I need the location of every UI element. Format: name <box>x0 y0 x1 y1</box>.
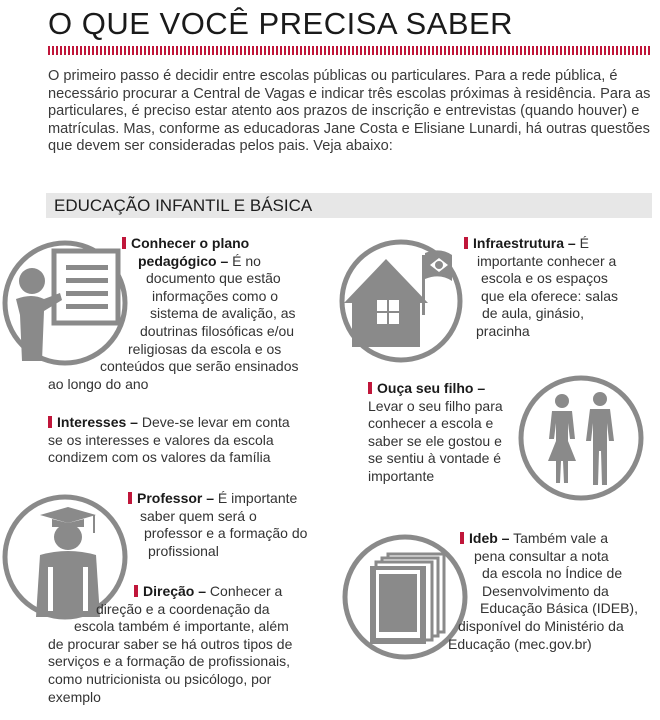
item-text: Também vale a <box>509 530 609 546</box>
title-rule <box>48 46 652 55</box>
bullet-marker <box>368 382 372 394</box>
item-ouca-seu-filho: Ouça seu filho – Levar o seu filho para conhecer a escola e saber se ele gostou e se sentiu à vontade é importante <box>368 380 503 484</box>
item-text: É importante <box>214 490 298 506</box>
bullet-marker <box>48 416 52 428</box>
page-title: O QUE VOCÊ PRECISA SABER <box>48 6 514 41</box>
item-heading: Interesses – <box>57 414 138 430</box>
item-ideb: Ideb – Também vale a pena consultar a nota da escola no Índice de Desenvolvimento da Educação Básica (IDEB), disponível do Ministério da Educação (mec.gov.br) <box>448 530 638 652</box>
item-heading: Ideb – <box>469 530 510 546</box>
bullet-marker <box>460 532 464 544</box>
item-text: Deve-se levar em conta <box>137 414 290 430</box>
intro-paragraph: O primeiro passo é decidir entre escolas públicas ou particulares. Para a rede pública, é necessário procurar a Central de Vagas e indicar três escolas próximas à residência. Para as particulares, é preciso estar atento aos prazos de inscrição e entrevistas (quando houver) e matrículas. Mas, conforme as educadoras Jane Costa e Elisiane Lunardi, há outras questões que devem ser consideradas pelos pais. Veja abaixo: <box>48 68 651 154</box>
bullet-marker <box>128 492 132 504</box>
item-heading: Direção – <box>143 583 207 599</box>
bullet-marker <box>464 237 468 249</box>
bullet-marker <box>122 237 126 249</box>
item-plano-pedagogico: Conhecer o plano pedagógico – É no documento que estão informações como o sistema de avalição, as doutrinas filosóficas e/ou religiosas da escola e os conteúdos que serão ensinados ao longo do ano <box>48 235 299 392</box>
children-icon <box>514 373 648 503</box>
item-infraestrutura: Infraestrutura – É importante conhecer a escola e os espaços que ela oferece: salas de aula, ginásio, pracinha <box>464 235 654 341</box>
item-interesses: Interesses – Deve-se levar em conta se os interesses e valores da escola condizem com os valores da família <box>48 414 290 466</box>
item-heading: Professor – <box>137 490 215 506</box>
section-title: EDUCAÇÃO INFANTIL E BÁSICA <box>54 196 313 215</box>
item-heading: pedagógico – <box>138 252 229 269</box>
item-text: Conhecer a <box>206 583 283 599</box>
section-header <box>46 193 652 218</box>
item-text: É <box>575 235 589 251</box>
item-professor: Professor – É importante saber quem será o professor e a formação do profissional <box>48 490 338 560</box>
bullet-marker <box>134 585 138 597</box>
item-heading: Infraestrutura – <box>473 235 576 251</box>
school-building-icon <box>336 237 466 367</box>
item-text: É no <box>228 252 261 269</box>
item-direcao: Direção – Conhecer a direção e a coordenação da escola também é importante, além de procurar saber se há outros tipos de serviços e a formação de profissionais, como nutricionista ou psicólogo, por exemplo <box>48 583 293 705</box>
